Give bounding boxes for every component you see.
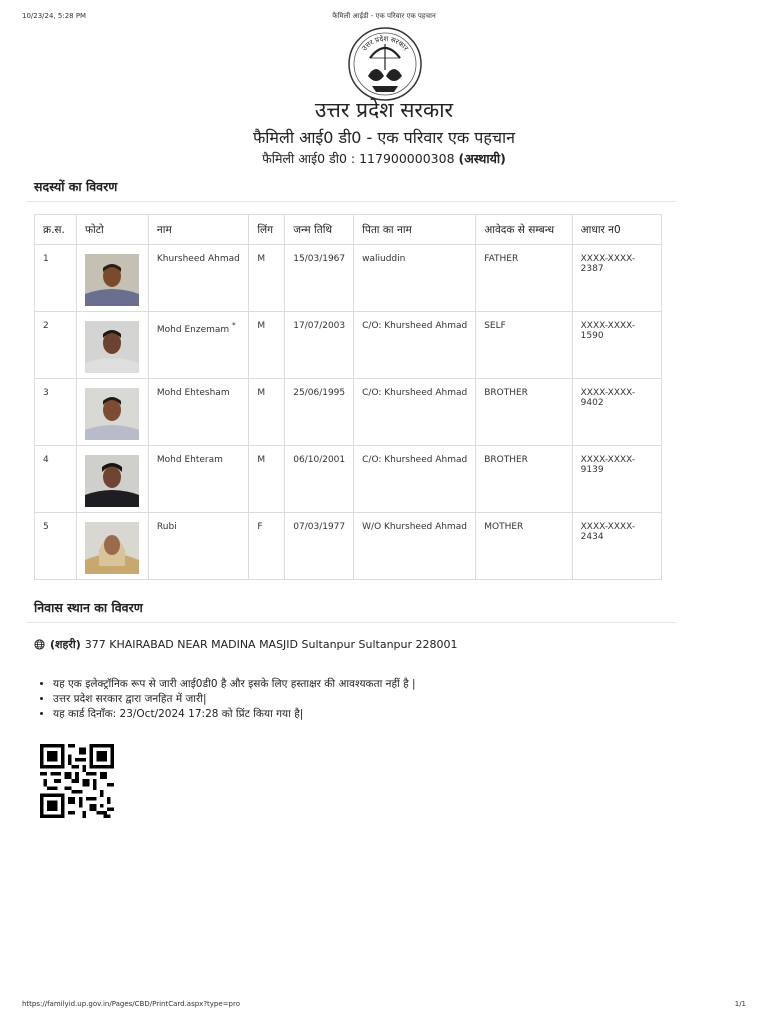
header-father: पिता का नाम	[354, 215, 476, 245]
applicant-marker: *	[232, 321, 236, 330]
cell-photo	[76, 513, 148, 580]
up-govt-emblem-icon	[346, 26, 424, 102]
page-title: उत्तर प्रदेश सरकार	[314, 98, 454, 122]
section-divider	[26, 201, 676, 202]
cell-relation: MOTHER	[476, 513, 572, 580]
header-name: नाम	[148, 215, 248, 245]
residence-address	[34, 637, 458, 652]
cell-aadhaar: XXXX-XXXX-1590	[572, 312, 661, 379]
section-divider	[26, 622, 676, 623]
family-id-value: 117900000308	[359, 151, 455, 166]
cell-gender: M	[249, 245, 285, 312]
cell-aadhaar: XXXX-XXXX-2434	[572, 513, 661, 580]
notes-list	[53, 677, 416, 722]
print-page-number: 1/1	[734, 1000, 746, 1008]
member-photo	[85, 388, 139, 440]
cell-name	[148, 312, 248, 379]
table-row	[35, 446, 662, 513]
cell-sno: 2	[35, 312, 77, 379]
cell-dob: 06/10/2001	[285, 446, 354, 513]
table-header-row	[35, 215, 662, 245]
member-photo	[85, 522, 139, 574]
cell-gender: F	[249, 513, 285, 580]
print-page-title: फैमिली आईडी - एक परिवार एक पहचान	[332, 12, 436, 20]
cell-gender: M	[249, 312, 285, 379]
cell-dob: 15/03/1967	[285, 245, 354, 312]
cell-photo	[76, 312, 148, 379]
cell-name: Rubi	[148, 513, 248, 580]
cell-sno: 5	[35, 513, 77, 580]
cell-relation: BROTHER	[476, 446, 572, 513]
members-section-title: सदस्यों का विवरण	[34, 179, 118, 194]
cell-sno: 4	[35, 446, 77, 513]
cell-father: C/O: Khursheed Ahmad	[354, 379, 476, 446]
header-gender: लिंग	[249, 215, 285, 245]
header-dob: जन्म तिथि	[285, 215, 354, 245]
cell-relation: BROTHER	[476, 379, 572, 446]
list-item: • यह एक इलेक्ट्रॉनिक रूप से जारी आई0डी0 है और इसके लिए हस्ताक्षर की आवश्यकता नहीं है |	[53, 677, 416, 692]
globe-icon	[34, 639, 45, 650]
table-row	[35, 379, 662, 446]
table-row	[35, 513, 662, 580]
header-relation: आवेदक से सम्बन्ध	[476, 215, 572, 245]
cell-name: Khursheed Ahmad	[148, 245, 248, 312]
cell-father: C/O: Khursheed Ahmad	[354, 446, 476, 513]
address-text: 377 KHAIRABAD NEAR MADINA MASJID Sultanpur Sultanpur 228001	[84, 638, 458, 651]
print-header	[22, 12, 746, 22]
header-sno: क्र.स.	[35, 215, 77, 245]
cell-relation: FATHER	[476, 245, 572, 312]
table-row	[35, 312, 662, 379]
area-type: (शहरी)	[50, 638, 81, 651]
cell-photo	[76, 446, 148, 513]
header-photo: फोटो	[76, 215, 148, 245]
cell-gender: M	[249, 379, 285, 446]
member-photo	[85, 254, 139, 306]
cell-photo	[76, 245, 148, 312]
members-table	[34, 214, 662, 580]
list-item: • यह कार्ड दिनाँक: 23/Oct/2024 17:28 को प्रिंट किया गया है|	[53, 707, 416, 722]
print-datetime: 10/23/24, 5:28 PM	[22, 12, 87, 20]
cell-father: W/O Khursheed Ahmad	[354, 513, 476, 580]
member-photo	[85, 321, 139, 373]
cell-aadhaar: XXXX-XXXX-2387	[572, 245, 661, 312]
print-url: https://familyid.up.gov.in/Pages/CBD/PrintCard.aspx?type=pro	[22, 1000, 240, 1008]
qr-code-icon	[38, 744, 116, 818]
cell-relation: SELF	[476, 312, 572, 379]
cell-dob: 07/03/1977	[285, 513, 354, 580]
table-row	[35, 245, 662, 312]
header-aadhaar: आधार न0	[572, 215, 661, 245]
cell-dob: 25/06/1995	[285, 379, 354, 446]
print-footer	[22, 1000, 746, 1010]
cell-name: Mohd Ehteram	[148, 446, 248, 513]
cell-name: Mohd Ehtesham	[148, 379, 248, 446]
family-id-status: (अस्थायी)	[458, 151, 506, 166]
family-id-line	[0, 150, 768, 167]
cell-sno: 3	[35, 379, 77, 446]
cell-dob: 17/07/2003	[285, 312, 354, 379]
cell-father: waliuddin	[354, 245, 476, 312]
cell-gender: M	[249, 446, 285, 513]
member-photo	[85, 455, 139, 507]
family-id-label: फैमिली आई0 डी0 :	[262, 151, 360, 166]
page-subtitle: फैमिली आई0 डी0 - एक परिवार एक पहचान	[252, 128, 516, 147]
cell-aadhaar: XXXX-XXXX-9139	[572, 446, 661, 513]
cell-aadhaar: XXXX-XXXX-9402	[572, 379, 661, 446]
cell-sno: 1	[35, 245, 77, 312]
list-item: • उत्तर प्रदेश सरकार द्वारा जनहित में जारी|	[53, 692, 416, 707]
emblem-text: उत्तर प्रदेश सरकार	[360, 34, 410, 53]
residence-section-title: निवास स्थान का विवरण	[34, 600, 143, 615]
cell-photo	[76, 379, 148, 446]
cell-father: C/O: Khursheed Ahmad	[354, 312, 476, 379]
member-name: Mohd Enzemam	[156, 325, 230, 335]
